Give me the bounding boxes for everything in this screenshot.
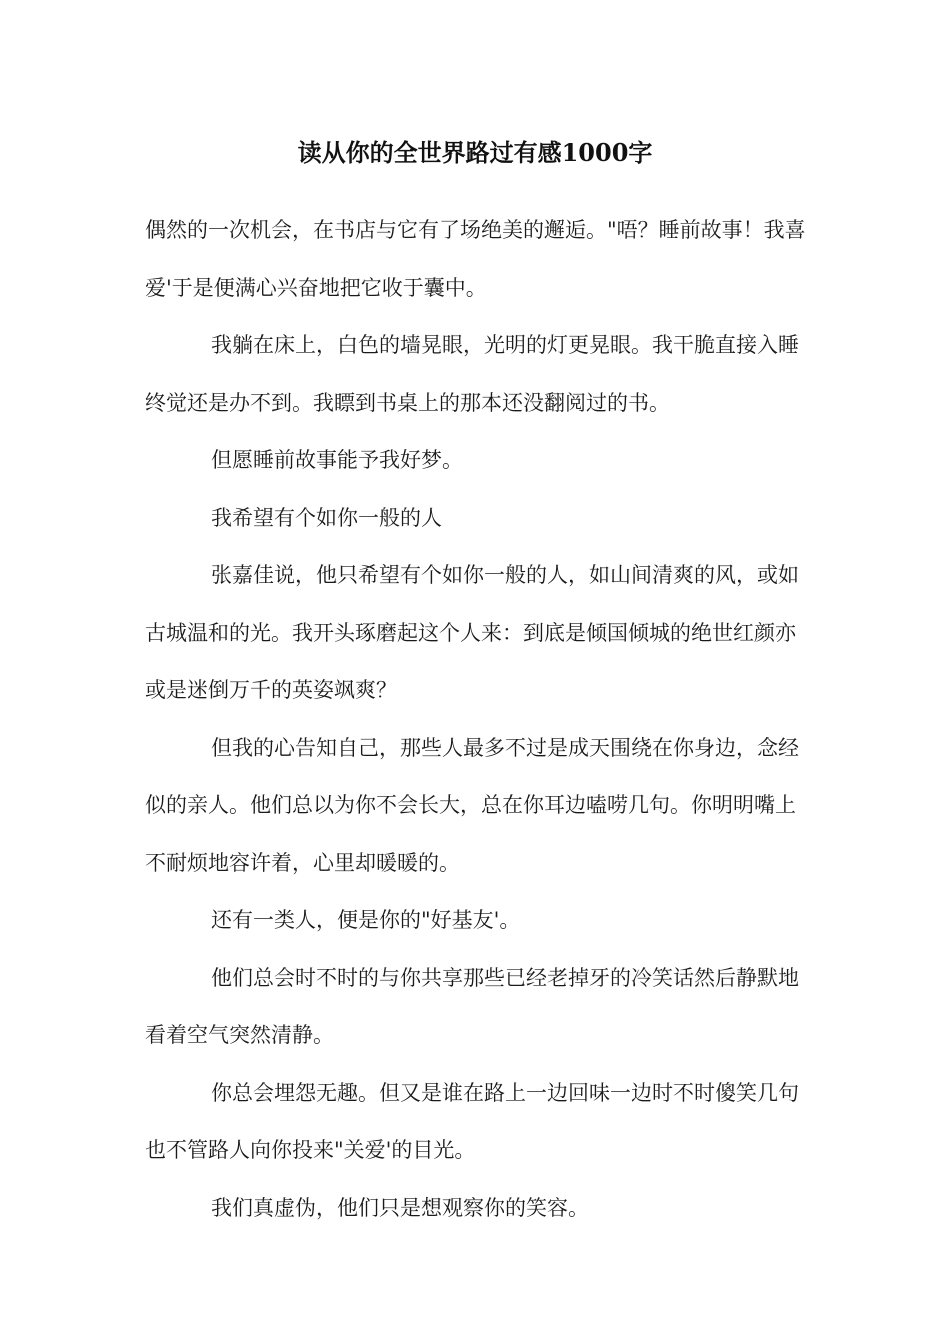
document-title: 读从你的全世界路过有感1000字 <box>297 138 653 167</box>
paragraph-2: 我躺在床上，白色的墙晃眼，光明的灯更晃眼。我干脆直接入睡终觉还是办不到。我瞟到书桌上的那本还没翻阅过的书。 <box>145 333 799 415</box>
paragraph-5: 张嘉佳说，他只希望有个如你一般的人，如山间清爽的风，或如古城温和的光。我开头琢磨起这个人来：到底是倾国倾城的绝世红颜亦或是迷倒万千的英姿飒爽？ <box>145 563 799 702</box>
paragraph-1: 偶然的一次机会，在书店与它有了场绝美的邂逅。"唔？睡前故事！我喜爱'于是便满心兴奋地把它收于囊中。 <box>145 218 806 300</box>
paragraph-7: 还有一类人，便是你的"好基友'。 <box>211 908 521 932</box>
document-body <box>145 202 810 1237</box>
paragraph-6: 但我的心告知自己，那些人最多不过是成天围绕在你身边，念经似的亲人。他们总以为你不会长大，总在你耳边嗑唠几句。你明明嘴上不耐烦地容许着，心里却暖暖的。 <box>145 735 799 875</box>
paragraph-4: 我希望有个如你一般的人 <box>211 505 442 530</box>
paragraph-9: 你总会埋怨无趣。但又是谁在路上一边回味一边时不时傻笑几句也不管路人向你投来"关爱'的目光。 <box>145 1080 799 1162</box>
paragraph-3: 但愿睡前故事能予我好梦。 <box>211 448 463 472</box>
paragraph-8: 他们总会时不时的与你共享那些已经老掉牙的冷笑话然后静默地看着空气突然清静。 <box>145 965 799 1047</box>
paragraph-10: 我们真虚伪，他们只是想观察你的笑容。 <box>211 1195 589 1220</box>
